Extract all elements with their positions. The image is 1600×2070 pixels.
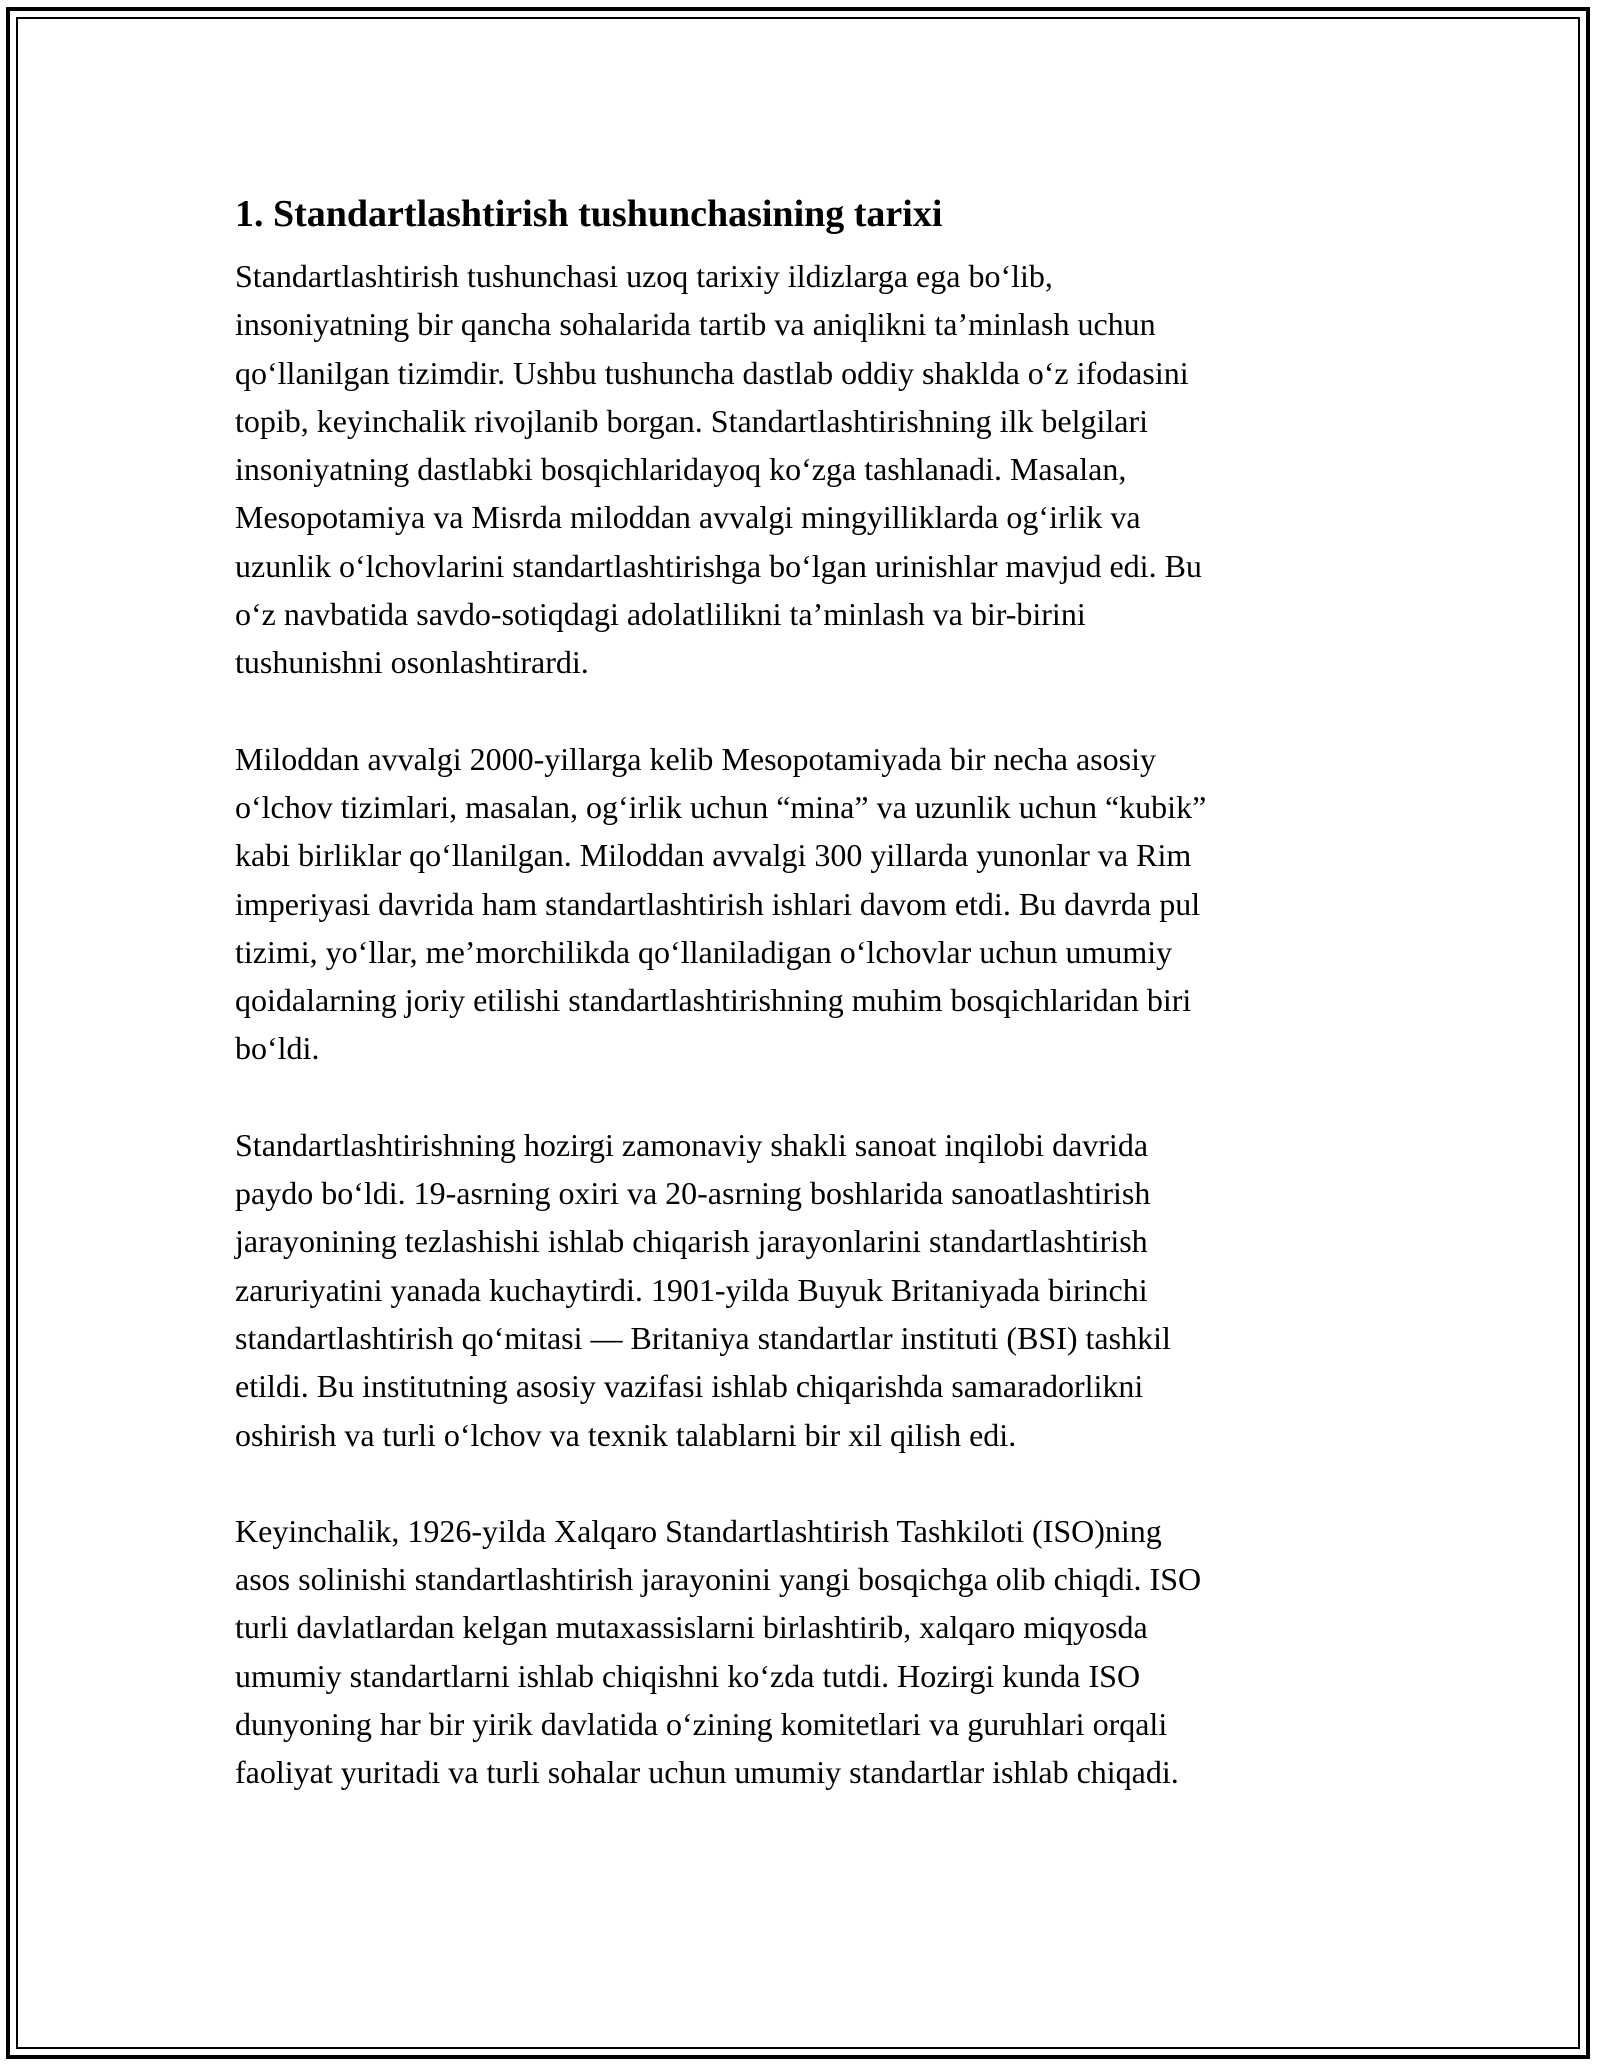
paragraph-line: o‘lchov tizimlari, masalan, og‘irlik uchun “mina” va uzunlik uchun “kubik” <box>235 788 1207 825</box>
paragraph-line: kabi birliklar qo‘llanilgan. Miloddan avvalgi 300 yillarda yunonlar va Rim <box>235 837 1192 874</box>
paragraph-line: standartlashtirish qo‘mitasi — Britaniya standartlar instituti (BSI) tashkil <box>235 1319 1171 1356</box>
paragraph-line: uzunlik o‘lchovlarini standartlashtirishga bo‘lgan urinishlar mavjud edi. Bu <box>235 547 1202 584</box>
paragraph-line: umumiy standartlarni ishlab chiqishni ko‘zda tutdi. Hozirgi kunda ISO <box>235 1657 1141 1694</box>
body-paragraph <box>235 735 1365 1073</box>
section-heading: 1. Standartlashtirish tushunchasining tarixi <box>235 193 943 235</box>
paragraph-line: qo‘llanilgan tizimdir. Ushbu tushuncha dastlab oddiy shaklda o‘z ifodasini <box>235 354 1189 391</box>
paragraph-line: qoidalarning joriy etilishi standartlashtirishning muhim bosqichlaridan biri <box>235 982 1192 1019</box>
paragraph-line: tizimi, yo‘llar, me’morchilikda qo‘llaniladigan o‘lchovlar uchun umumiy <box>235 933 1173 970</box>
body-paragraph <box>235 1121 1365 1459</box>
body-paragraph <box>235 1507 1365 1797</box>
paragraph-line: imperiyasi davrida ham standartlashtirish ishlari davom etdi. Bu davrda pul <box>235 885 1201 922</box>
document-body <box>235 188 1365 1845</box>
paragraph-line: insoniyatning bir qancha sohalarida tartib va aniqlikni ta’minlash uchun <box>235 306 1156 343</box>
paragraph-line: zaruriyatini yanada kuchaytirdi. 1901-yilda Buyuk Britaniyada birinchi <box>235 1271 1148 1308</box>
paragraph-line: Standartlashtirish tushunchasi uzoq tarixiy ildizlarga ega bo‘lib, <box>235 258 1053 294</box>
paragraph-line: asos solinishi standartlashtirish jarayonini yangi bosqichga olib chiqdi. ISO <box>235 1561 1202 1598</box>
paragraph-line: Keyinchalik, 1926-yilda Xalqaro Standartlashtirish Tashkiloti (ISO)ning <box>235 1512 1162 1549</box>
paragraph-line: bo‘ldi. <box>235 1030 320 1067</box>
paragraph-line: Mesopotamiya va Misrda miloddan avvalgi mingyilliklarda og‘irlik va <box>235 499 1141 536</box>
body-paragraph <box>235 252 1365 687</box>
paragraph-line: topib, keyinchalik rivojlanib borgan. Standartlashtirishning ilk belgilari <box>235 402 1149 439</box>
paragraph-line: insoniyatning dastlabki bosqichlaridayoq ko‘zga tashlanadi. Masalan, <box>235 451 1127 488</box>
paragraph-line: paydo bo‘ldi. 19-asrning oxiri va 20-asrning boshlarida sanoatlashtirish <box>235 1175 1151 1212</box>
paragraph-line: oshirish va turli o‘lchov va texnik talablarni bir xil qilish edi. <box>235 1416 1017 1453</box>
paragraph-line: o‘z navbatida savdo-sotiqdagi adolatlilikni ta’minlash va bir-birini <box>235 596 1086 633</box>
paragraph-line: tushunishni osonlashtirardi. <box>235 644 589 681</box>
paragraph-line: turli davlatlardan kelgan mutaxassislarni birlashtirib, xalqaro miqyosda <box>235 1609 1148 1646</box>
paragraph-line: jarayonining tezlashishi ishlab chiqarish jarayonlarini standartlashtirish <box>235 1223 1148 1260</box>
paragraph-line: faoliyat yuritadi va turli sohalar uchun umumiy standartlar ishlab chiqadi. <box>235 1754 1179 1791</box>
paragraph-line: dunyoning har bir yirik davlatida o‘zining komitetlari va guruhlari orqali <box>235 1706 1168 1743</box>
paragraph-line: etildi. Bu institutning asosiy vazifasi ishlab chiqarishda samaradorlikni <box>235 1368 1144 1405</box>
paragraph-list <box>235 252 1365 1797</box>
paragraph-line: Miloddan avvalgi 2000-yillarga kelib Mesopotamiyada bir necha asosiy <box>235 740 1156 777</box>
paragraph-line: Standartlashtirishning hozirgi zamonaviy shakli sanoat inqilobi davrida <box>235 1126 1149 1163</box>
